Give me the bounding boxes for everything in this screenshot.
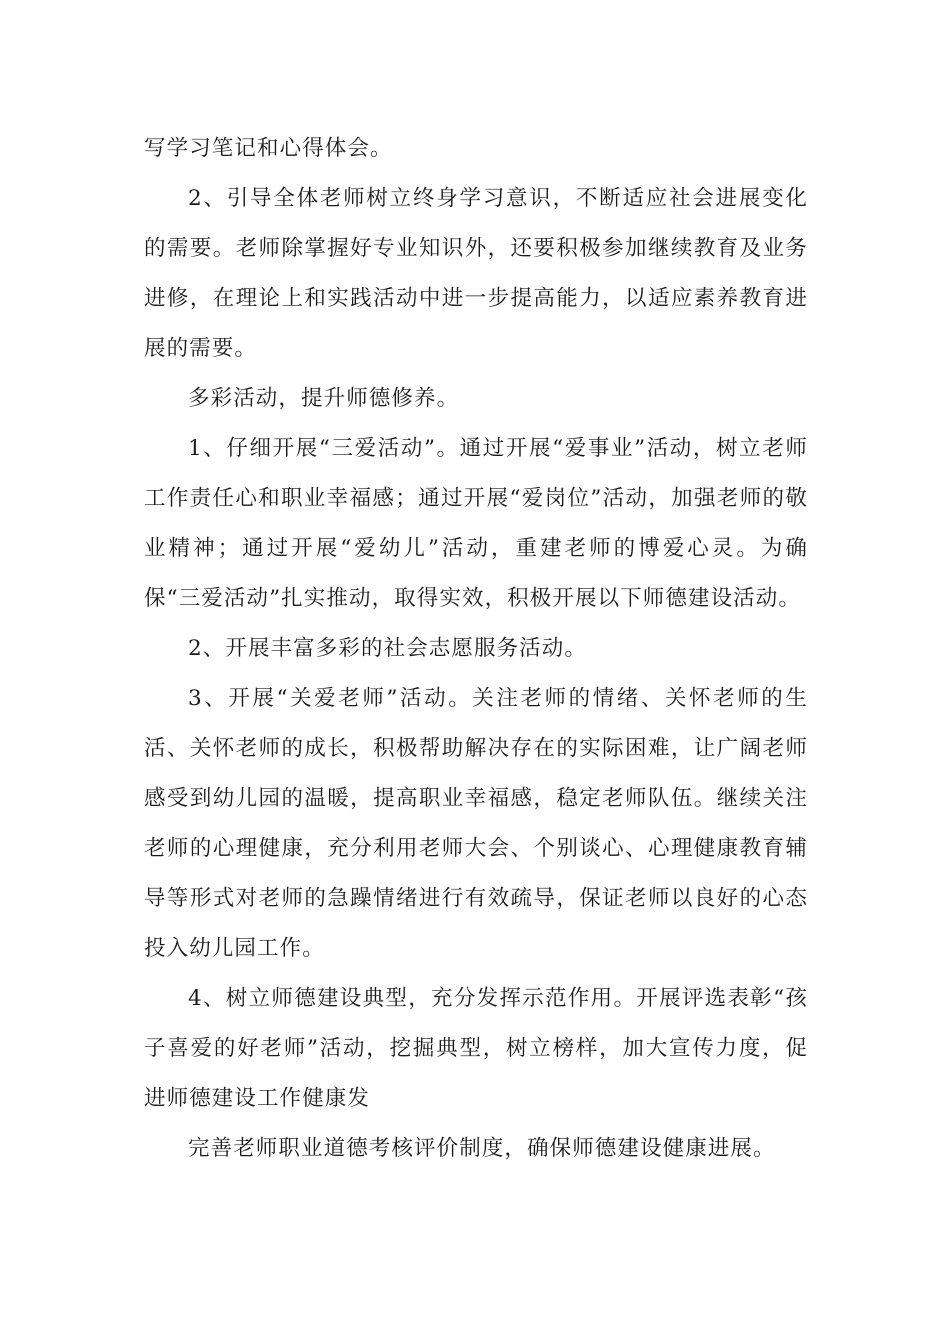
- paragraph-1: 写学习笔记和心得体会。: [144, 136, 393, 161]
- paragraph-6: 3、开展“关爱老师”活动。关注老师的情绪、关怀老师的生活、关怀老师的成长，积极帮助解决存在的实际困难，让广阔老师感受到幼儿园的温暖，提高职业幸福感，稳定老师队伍。继续关注老师的心理健康，充分利用老师大会、个别谈心、心理健康教育辅导等形式对老师的急躁情绪进行有效疏导，保证老师以良好的心态投入幼儿园工作。: [144, 686, 808, 961]
- paragraph-3: 多彩活动，提升师德修养。: [188, 386, 460, 411]
- paragraph-7: 4、树立师德建设典型，充分发挥示范作用。开展评选表彰“孩子喜爱的好老师”活动，挖掘典型，树立榜样，加大宣传力度，促进师德建设工作健康发: [144, 986, 808, 1111]
- paragraph-5: 2、开展丰富多彩的社会志愿服务活动。: [188, 636, 587, 661]
- document-body: [144, 124, 808, 1174]
- paragraph-2: 2、引导全体老师树立终身学习意识，不断适应社会进展变化的需要。老师除掌握好专业知识外，还要积极参加继续教育及业务进修，在理论上和实践活动中进一步提高能力，以适应素养教育进展的需要。: [144, 186, 808, 361]
- paragraph-4: 1、仔细开展“三爱活动”。通过开展“爱事业”活动，树立老师工作责任心和职业幸福感；通过开展“爱岗位”活动，加强老师的敬业精神；通过开展“爱幼儿”活动，重建老师的博爱心灵。为确保“三爱活动”扎实推动，取得实效，积极开展以下师德建设活动。: [144, 436, 808, 611]
- paragraph-8: 完善老师职业道德考核评价制度，确保师德建设健康进展。: [188, 1136, 776, 1161]
